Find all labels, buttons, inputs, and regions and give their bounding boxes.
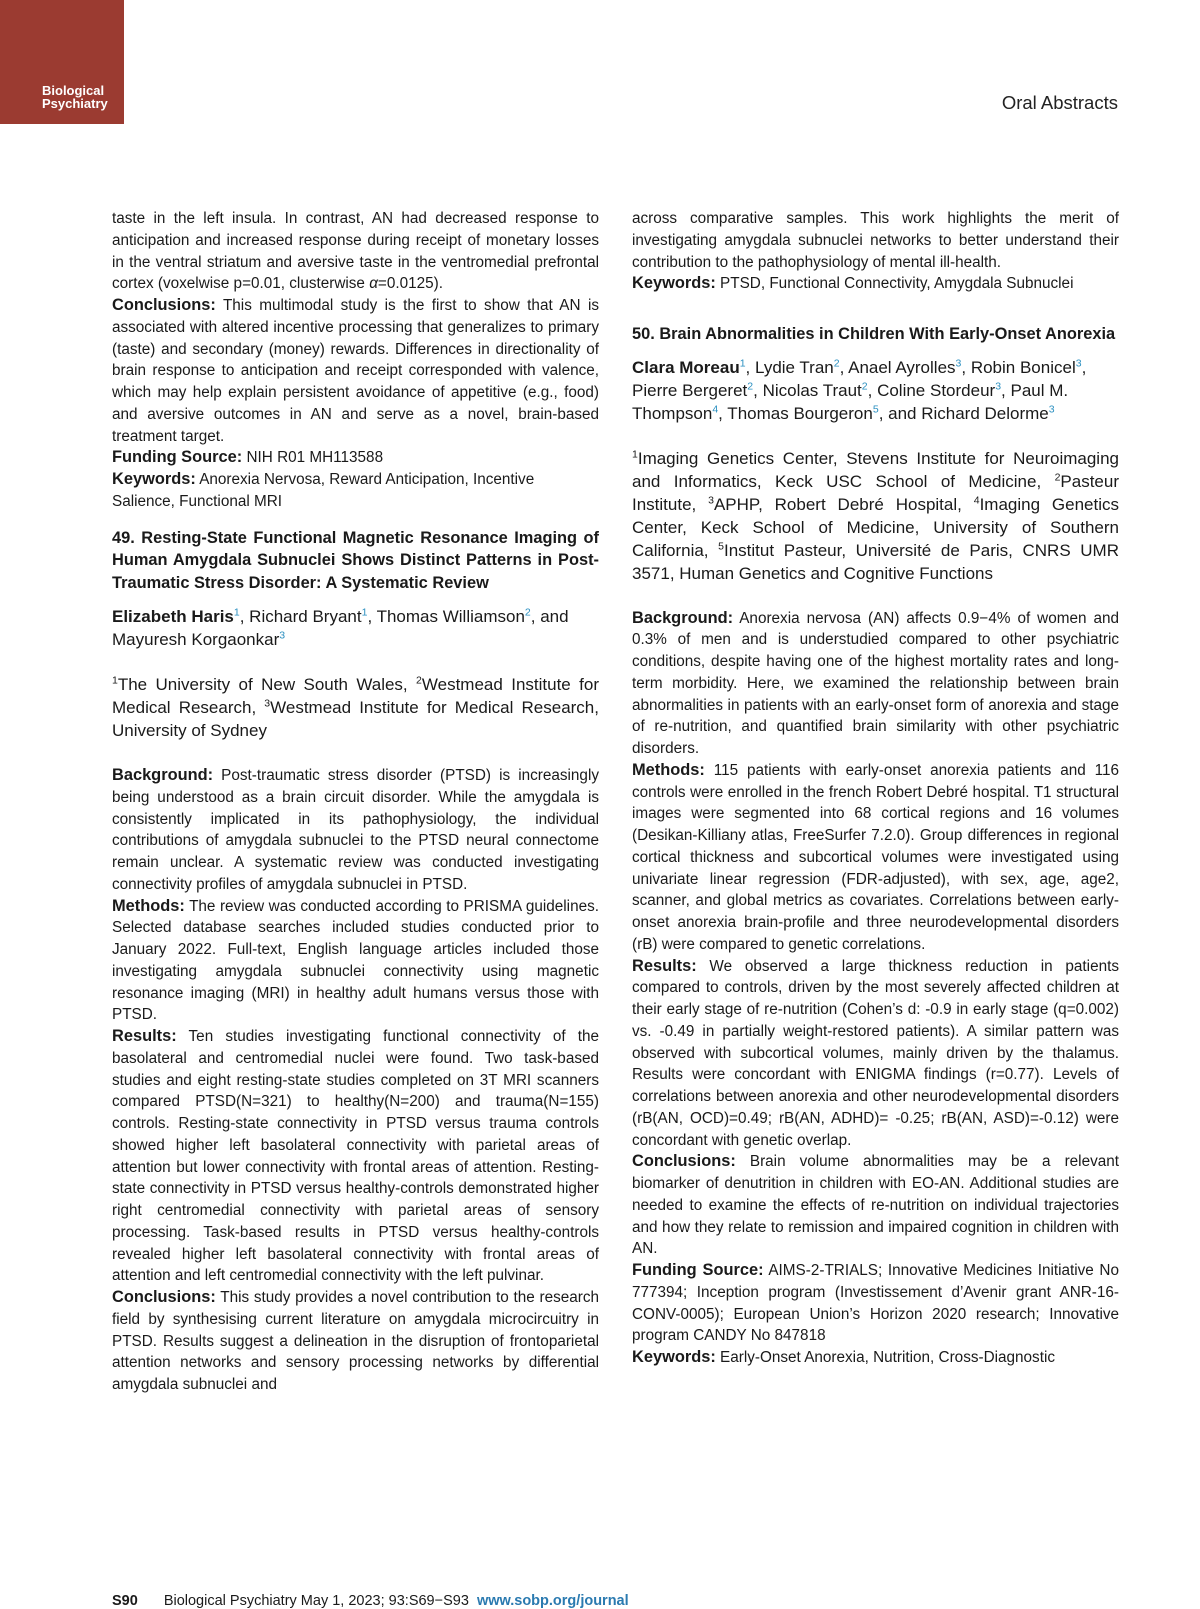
- abstract-50-methods: Methods: 115 patients with early-onset anorexia patients and 116 controls were enrolled in the french Robert Debré hospital. T1 structural images were segmented into 68 cortical regions and 16 volumes (Desikan-Killiany atlas, FreeSurfer 7.2.0). Group differences in regional cortical thickness and subcortical volumes were investigated using univariate linear regression (FDR-adjusted), with sex, age, age2, scanner, and global metrics as covariates. Correlations between early-onset anorexia brain-profile and three neurodevelopmental disorders (rB) were compared to genetic correlations.: [632, 760, 1119, 953]
- abstract-49-authors: Elizabeth Haris$^1$, Richard Bryant$^1$, Thomas Williamson$^2$, and Mayuresh Korgaonkar$^3$: [112, 606, 569, 649]
- abstract-50-conclusions: Conclusions: Brain volume abnormalities may be a relevant biomarker of denutrition in children with EO-AN. Additional studies are needed to examine the effects of re-nutrition on individual trajectories and how they relate to remission and impaired cognition in children with AN.: [632, 1152, 1119, 1258]
- keywords-paragraph: Keywords: Anorexia Nervosa, Reward Anticipation, Incentive Salience, Functional MRI: [112, 470, 535, 510]
- keywords-label: Keywords:: [112, 470, 196, 488]
- conclusions-paragraph: Conclusions: This multimodal study is the first to show that AN is associated with altered incentive processing that generalizes to primary (taste) and secondary (money) rewards. Differences in directionality of brain response to anticipation and receipt corresponded with valence, which may help explain persistent avoidance of appetitive (e.g., food) and aversive outcomes in AN and serve as a novel, brain-based treatment target.: [112, 296, 599, 445]
- conclusions-label: Conclusions:: [112, 296, 216, 314]
- journal-name-line2: Psychiatry: [42, 96, 108, 111]
- abstract-50-affiliations: $^1$Imaging Genetics Center, Stevens Institute for Neuroimaging and Informatics, Keck USC School of Medicine, $^2$Pasteur Institute, $^3$APHP, Robert Debré Hospital, $^4$Imaging Genetics Center, Keck School of Medicine, University of Southern California, $^5$Institut Pasteur, Université de Paris, CNRS UMR 3571, Human Genetics and Cognitive Functions: [632, 447, 1119, 583]
- right-column: [632, 208, 1119, 1369]
- keywords-paragraph: Keywords: PTSD, Functional Connectivity, Amygdala Subnuclei: [632, 274, 1074, 293]
- citation-text: Biological Psychiatry May 1, 2023; 93:S69−S93: [163, 1593, 469, 1609]
- abstract-49-title: 49. Resting-State Functional Magnetic Resonance Imaging of Human Amygdala Subnuclei Shows Distinct Patterns in Post-Traumatic Stress Disorder: A Systematic Review: [112, 528, 599, 592]
- abstract-50-authors: Clara Moreau$^1$, Lydie Tran$^2$, Anael Ayrolles$^3$, Robin Bonicel$^3$, Pierre Bergeret$^2$, Nicolas Traut$^2$, Coline Stordeur$^3$, Paul M. Thompson$^4$, Thomas Bourgeron$^5$, and Richard Delorme$^3$: [632, 356, 1087, 423]
- abstract-49-conclusions: Conclusions: This study provides a novel contribution to the research field by synthesising current literature on amygdala microcircuitry in PTSD. Results suggest a delineation in the disruption of frontoparietal attention networks and sensory processing networks by differential amygdala subnuclei and: [112, 1288, 599, 1393]
- abstract-49-affiliations: $^1$The University of New South Wales, $^2$Westmead Institute for Medical Research, $^3$Westmead Institute for Medical Research, University of Sydney: [112, 674, 599, 740]
- abstract-50-background: Background: Anorexia nervosa (AN) affects 0.9−4% of women and 0.3% of men and is understudied compared to other psychiatric conditions, despite having one of the highest mortality rates and long-term morbidity. Here, we examined the relationship between brain abnormalities in patients with an early-onset form of anorexia and stage of re-nutrition, and quantified brain similarity with other psychiatric disorders.: [632, 608, 1119, 757]
- continued-conclusions-paragraph: across comparative samples. This work highlights the merit of investigating amygdala subnuclei networks to better understand their contribution to the pathophysiology of mental ill-health.: [632, 210, 1119, 271]
- funding-paragraph: Funding Source: NIH R01 MH113588: [112, 448, 384, 467]
- abstract-49-results: Results: Ten studies investigating functional connectivity of the basolateral and centromedial nuclei were found. Two task-based studies and eight resting-state studies completed on 3T MRI scanners compared PTSD(N=321) to healthy(N=200) and trauma(N=155) controls. Resting-state connectivity in PTSD versus trauma controls showed higher left basolateral connectivity with parietal areas of attention but lower connectivity with frontal areas of attention. Resting-state connectivity in PTSD versus healthy-controls demonstrated higher right centromedial connectivity with parietal areas of sensory processing. Task-based results in PTSD versus healthy-controls revealed higher left basolateral connectivity with frontal areas of attention and left centromedial connectivity with the left pulvinar.: [112, 1027, 599, 1285]
- section-label: Oral Abstracts: [1001, 92, 1118, 113]
- keywords-label: Keywords:: [632, 274, 716, 293]
- funding-label: Funding Source:: [112, 448, 243, 467]
- journal-brand-block: [0, 0, 124, 124]
- abstract-50-keywords: Keywords: Early-Onset Anorexia, Nutrition, Cross-Diagnostic: [632, 1348, 1056, 1366]
- journal-name-line1: Biological: [42, 83, 105, 98]
- abstract-49-background: Background: Post-traumatic stress disorder (PTSD) is increasingly being understood as a brain circuit disorder. While the amygdala is consistently implicated in its pathophysiology, the individual contributions of amygdala subnuclei to the PTSD neural connectome remain unclear. A systematic review was conducted investigating connectivity profiles of amygdala subnuclei in PTSD.: [112, 766, 599, 893]
- abstract-50-title: 50. Brain Abnormalities in Children With Early-Onset Anorexia: [632, 325, 1116, 343]
- abstract-50-funding: Funding Source: AIMS-2-TRIALS; Innovative Medicines Initiative No 777394; Inception program (Investissement d’Avenir grant ANR-16-CONV-0005); European Union’s Horizon 2020 research; Innovative program CANDY No 847818: [632, 1261, 1119, 1345]
- page-number: S90: [112, 1593, 138, 1609]
- abstract-50-results: Results: We observed a large thickness reduction in patients compared to controls, driven by the most severely affected children at their early stage of re-nutrition (Cohen’s d: -0.9 in early stage (q=0.002) vs. -0.49 in partially weight-restored patients). A similar pattern was observed with subcortical volumes, mainly driven by the thalamus. Results were concordant with ENIGMA findings (r=0.77). Levels of correlations between anorexia and other neurodevelopmental disorders (rB(AN, OCD)=0.49; rB(AN, ADHD)= -0.25; rB(AN, ASD)=-0.12) were concordant with genetic overlap.: [632, 956, 1119, 1149]
- continued-results-paragraph: taste in the left insula. In contrast, AN had decreased response to anticipation and increased response during receipt of monetary losses in the ventral striatum and aversive taste in the ventromedial prefrontal cortex (voxelwise p=0.01, clusterwise α=0.0125).: [112, 210, 599, 293]
- journal-url-link[interactable]: www.sobp.org/journal: [476, 1593, 629, 1609]
- left-column: [112, 208, 599, 1396]
- abstract-49-methods: Methods: The review was conducted according to PRISMA guidelines. Selected database searches included studies conducted prior to January 2022. Full-text, English language articles included those investigating amygdala subnuclei connectivity using magnetic resonance imaging (MRI) in healthy adult humans versus those with PTSD.: [112, 896, 599, 1024]
